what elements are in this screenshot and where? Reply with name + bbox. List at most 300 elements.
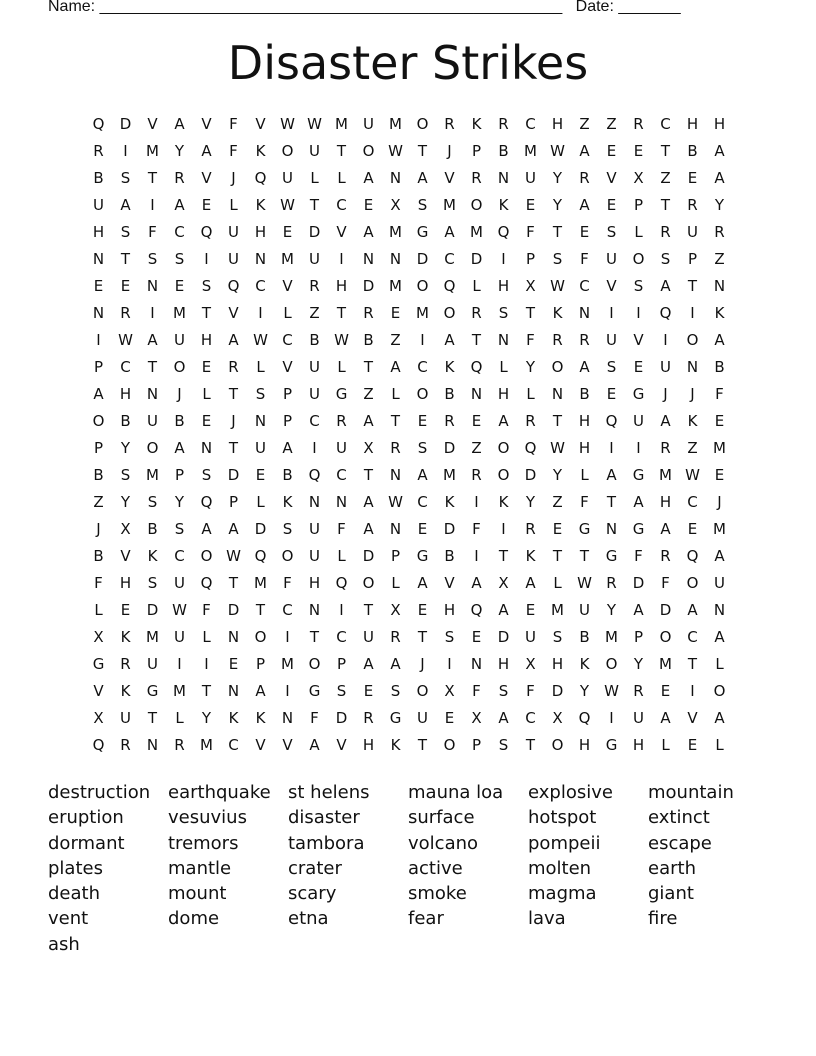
grid-letter: A — [363, 412, 374, 430]
grid-letter: K — [255, 142, 266, 160]
grid-letter: C — [444, 250, 455, 268]
grid-letter: M — [389, 277, 402, 295]
grid-letter: L — [391, 385, 400, 403]
grid-letter: N — [389, 169, 402, 187]
word-list — [48, 780, 768, 957]
grid-letter: G — [416, 547, 429, 565]
grid-letter: J — [231, 169, 236, 187]
grid-letter: H — [362, 736, 375, 754]
grid-letter: G — [605, 547, 618, 565]
grid-letter: T — [687, 655, 698, 673]
date-label: Date: — [575, 0, 614, 15]
grid-letter: E — [228, 655, 239, 673]
grid-letter: Q — [578, 709, 591, 727]
grid-letter: A — [687, 601, 698, 619]
grid-letter: U — [633, 709, 644, 727]
grid-letter: T — [498, 547, 509, 565]
grid-letter: A — [714, 628, 725, 646]
grid-letter: W — [172, 601, 187, 619]
grid-letter: M — [443, 196, 456, 214]
grid-letter: N — [281, 709, 294, 727]
grid-letter: E — [120, 601, 131, 619]
grid-letter: I — [312, 439, 317, 457]
grid-letter: M — [389, 115, 402, 133]
grid-letter: V — [606, 277, 617, 295]
grid-row — [85, 732, 733, 759]
grid-letter: A — [714, 142, 725, 160]
grid-letter: Y — [552, 466, 563, 484]
grid-letter: A — [714, 547, 725, 565]
grid-letter: E — [417, 601, 428, 619]
grid-letter: E — [282, 223, 293, 241]
grid-letter: U — [525, 628, 536, 646]
grid-letter: U — [309, 547, 320, 565]
grid-letter: T — [309, 196, 320, 214]
grid-letter: C — [282, 331, 293, 349]
grid-letter: N — [227, 628, 240, 646]
grid-letter: H — [578, 439, 591, 457]
grid-letter: N — [470, 385, 483, 403]
grid-letter: V — [93, 682, 104, 700]
grid-letter: P — [336, 655, 347, 673]
grid-letter: L — [661, 736, 670, 754]
grid-letter: A — [309, 736, 320, 754]
grid-letter: R — [174, 736, 185, 754]
grid-letter: M — [470, 223, 483, 241]
grid-letter: O — [713, 682, 726, 700]
grid-letter: T — [660, 142, 671, 160]
grid-letter: Q — [470, 358, 483, 376]
grid-letter: T — [228, 439, 239, 457]
grid-letter: O — [416, 385, 429, 403]
grid-letter: L — [256, 358, 265, 376]
grid-letter: W — [550, 439, 565, 457]
grid-letter: F — [337, 520, 346, 538]
grid-letter: Q — [92, 115, 105, 133]
grid-letter: B — [444, 385, 455, 403]
grid-letter: I — [690, 682, 695, 700]
grid-letter: X — [93, 709, 104, 727]
grid-letter: A — [228, 331, 239, 349]
grid-letter: K — [579, 655, 590, 673]
grid-letter: V — [633, 331, 644, 349]
word-list-item: giant — [648, 883, 694, 905]
grid-letter: G — [578, 520, 591, 538]
grid-letter: Y — [552, 169, 563, 187]
grid-letter: T — [255, 601, 266, 619]
grid-letter: N — [254, 412, 267, 430]
grid-letter: O — [443, 304, 456, 322]
word-list-item: mauna loa — [408, 782, 504, 803]
grid-letter: R — [228, 358, 239, 376]
grid-letter: S — [336, 682, 347, 700]
grid-letter: K — [498, 196, 509, 214]
grid-letter: G — [308, 682, 321, 700]
grid-letter: T — [417, 736, 428, 754]
grid-letter: A — [660, 520, 671, 538]
grid-letter: A — [255, 682, 266, 700]
grid-letter: I — [204, 250, 209, 268]
grid-letter: A — [579, 142, 590, 160]
grid-letter: C — [309, 412, 320, 430]
grid-letter: A — [363, 655, 374, 673]
word-list-item: crater — [288, 857, 342, 879]
grid-letter: W — [388, 142, 403, 160]
grid-letter: R — [579, 331, 590, 349]
grid-letter: R — [660, 547, 671, 565]
grid-letter: D — [470, 250, 483, 268]
word-list-item: vesuvius — [168, 807, 247, 829]
grid-letter: O — [173, 358, 186, 376]
grid-letter: Y — [633, 655, 644, 673]
grid-letter: U — [309, 142, 320, 160]
grid-letter: V — [687, 709, 698, 727]
grid-letter: N — [497, 331, 510, 349]
grid-letter: S — [444, 628, 455, 646]
grid-letter: L — [310, 169, 319, 187]
grid-letter: Q — [605, 412, 618, 430]
grid-letter: W — [388, 493, 403, 511]
word-list-item: death — [48, 883, 100, 905]
word-list-item: active — [408, 857, 463, 879]
word-list-item: surface — [408, 807, 475, 829]
grid-letter: R — [444, 412, 455, 430]
grid-letter: A — [174, 439, 185, 457]
page-title: Disaster Strikes — [227, 36, 589, 90]
grid-letter: C — [228, 736, 239, 754]
grid-letter: T — [363, 358, 374, 376]
grid-letter: M — [281, 250, 294, 268]
grid-letter: O — [92, 412, 105, 430]
grid-row — [85, 219, 733, 246]
grid-letter: S — [120, 169, 131, 187]
grid-letter: M — [335, 115, 348, 133]
grid-letter: T — [471, 331, 482, 349]
grid-letter: E — [525, 196, 536, 214]
grid-letter: H — [92, 223, 105, 241]
grid-letter: J — [177, 385, 182, 403]
grid-letter: X — [525, 277, 536, 295]
word-list-item: escape — [648, 832, 712, 854]
grid-letter: F — [310, 709, 319, 727]
word-list-item: mantle — [168, 857, 232, 879]
grid-letter: D — [632, 574, 645, 592]
grid-letter: L — [337, 358, 346, 376]
grid-letter: O — [605, 655, 618, 673]
grid-letter: L — [526, 385, 535, 403]
grid-letter: K — [390, 736, 401, 754]
grid-letter: P — [687, 250, 698, 268]
grid-letter: C — [255, 277, 266, 295]
grid-letter: O — [146, 439, 159, 457]
grid-letter: A — [201, 142, 212, 160]
grid-letter: H — [497, 277, 510, 295]
grid-letter: K — [444, 358, 455, 376]
grid-letter: T — [552, 412, 563, 430]
grid-letter: K — [498, 493, 509, 511]
grid-letter: I — [609, 709, 614, 727]
grid-letter: F — [472, 520, 481, 538]
grid-letter: A — [120, 196, 131, 214]
grid-letter: R — [498, 115, 509, 133]
grid-letter: C — [525, 709, 536, 727]
grid-letter: Q — [254, 169, 267, 187]
grid-letter: P — [93, 358, 104, 376]
grid-letter: M — [524, 142, 537, 160]
grid-letter: L — [715, 655, 724, 673]
word-list-item: plates — [48, 857, 103, 879]
grid-letter: X — [120, 520, 131, 538]
grid-letter: X — [498, 574, 509, 592]
grid-letter: K — [120, 682, 131, 700]
grid-letter: K — [444, 493, 455, 511]
grid-letter: Q — [335, 574, 348, 592]
grid-letter: O — [281, 547, 294, 565]
grid-letter: G — [416, 223, 429, 241]
grid-letter: H — [686, 115, 699, 133]
word-list-item: disaster — [288, 807, 360, 829]
grid-letter: L — [175, 709, 184, 727]
word-list-item: molten — [528, 857, 592, 879]
grid-letter: S — [282, 520, 293, 538]
grid-letter: P — [93, 439, 104, 457]
grid-letter: R — [471, 304, 482, 322]
grid-letter: W — [550, 142, 565, 160]
name-label: Name: — [48, 0, 96, 15]
grid-letter: L — [391, 574, 400, 592]
grid-letter: X — [444, 682, 455, 700]
grid-letter: R — [363, 709, 374, 727]
grid-letter: U — [255, 439, 266, 457]
grid-letter: E — [579, 223, 590, 241]
grid-row — [85, 678, 733, 705]
grid-letter: S — [174, 520, 185, 538]
word-list-item: ash — [48, 933, 80, 955]
grid-letter: V — [336, 736, 347, 754]
grid-letter: U — [633, 412, 644, 430]
grid-letter: Y — [714, 196, 725, 214]
grid-row — [85, 408, 733, 435]
word-list-item: lava — [528, 908, 566, 930]
grid-letter: U — [606, 250, 617, 268]
grid-letter: T — [201, 304, 212, 322]
grid-letter: N — [362, 250, 375, 268]
grid-letter: N — [389, 466, 402, 484]
grid-letter: T — [228, 385, 239, 403]
grid-letter: I — [609, 304, 614, 322]
grid-letter: C — [174, 547, 185, 565]
grid-letter: I — [204, 655, 209, 673]
grid-letter: A — [201, 520, 212, 538]
grid-letter: W — [280, 115, 295, 133]
grid-letter: A — [606, 466, 617, 484]
grid-letter: V — [201, 169, 212, 187]
grid-letter: W — [253, 331, 268, 349]
grid-letter: O — [551, 736, 564, 754]
grid-letter: A — [174, 196, 185, 214]
grid-letter: O — [362, 142, 375, 160]
grid-letter: Q — [443, 277, 456, 295]
grid-letter: U — [174, 331, 185, 349]
grid-letter: J — [690, 385, 695, 403]
grid-letter: U — [93, 196, 104, 214]
grid-letter: G — [335, 385, 348, 403]
grid-letter: H — [497, 385, 510, 403]
grid-letter: A — [579, 358, 590, 376]
grid-letter: Y — [525, 358, 536, 376]
grid-letter: A — [417, 574, 428, 592]
grid-letter: Z — [363, 385, 374, 403]
grid-letter: J — [717, 493, 722, 511]
grid-letter: O — [281, 142, 294, 160]
grid-letter: A — [633, 601, 644, 619]
grid-letter: B — [309, 331, 320, 349]
grid-letter: G — [632, 520, 645, 538]
grid-letter: I — [501, 250, 506, 268]
grid-letter: H — [119, 385, 132, 403]
grid-letter: C — [282, 601, 293, 619]
grid-letter: A — [444, 223, 455, 241]
grid-letter: F — [472, 682, 481, 700]
grid-letter: Q — [524, 439, 537, 457]
grid-letter: A — [363, 223, 374, 241]
grid-letter: B — [120, 412, 131, 430]
grid-letter: P — [228, 493, 239, 511]
grid-letter: P — [633, 628, 644, 646]
word-list-item: fire — [648, 908, 678, 930]
grid-letter: F — [526, 682, 535, 700]
grid-letter: R — [390, 628, 401, 646]
grid-letter: H — [119, 574, 132, 592]
grid-letter: I — [420, 331, 425, 349]
grid-letter: L — [337, 547, 346, 565]
grid-letter: H — [497, 655, 510, 673]
grid-letter: O — [443, 736, 456, 754]
grid-letter: B — [174, 412, 185, 430]
word-list-item: extinct — [648, 807, 710, 829]
grid-letter: S — [498, 682, 509, 700]
grid-letter: U — [309, 385, 320, 403]
grid-letter: B — [93, 466, 104, 484]
grid-letter: I — [663, 331, 668, 349]
grid-letter: G — [632, 385, 645, 403]
grid-letter: W — [226, 547, 241, 565]
grid-letter: A — [444, 331, 455, 349]
grid-letter: A — [363, 169, 374, 187]
grid-letter: E — [201, 358, 212, 376]
grid-letter: P — [390, 547, 401, 565]
grid-letter: D — [362, 277, 375, 295]
grid-letter: Z — [606, 115, 617, 133]
grid-letter: D — [227, 601, 240, 619]
grid-letter: Q — [92, 736, 105, 754]
grid-letter: G — [92, 655, 105, 673]
grid-letter: E — [201, 196, 212, 214]
grid-letter: H — [443, 601, 456, 619]
grid-letter: S — [498, 304, 509, 322]
grid-letter: O — [362, 574, 375, 592]
grid-letter: N — [713, 601, 726, 619]
grid-letter: N — [389, 250, 402, 268]
date-field[interactable]: _______ — [618, 0, 681, 15]
grid-letter: I — [447, 655, 452, 673]
grid-letter: M — [146, 628, 159, 646]
grid-letter: R — [444, 115, 455, 133]
grid-row — [85, 165, 733, 192]
grid-letter: L — [580, 466, 589, 484]
grid-letter: U — [336, 439, 347, 457]
grid-row — [85, 624, 733, 651]
grid-letter: E — [363, 196, 374, 214]
grid-letter: R — [633, 115, 644, 133]
word-list-item: scary — [288, 883, 337, 905]
grid-letter: Q — [254, 547, 267, 565]
grid-letter: R — [633, 682, 644, 700]
word-list-item: tremors — [168, 832, 239, 854]
grid-letter: H — [551, 115, 564, 133]
grid-letter: N — [92, 250, 105, 268]
grid-letter: E — [471, 628, 482, 646]
grid-letter: R — [363, 304, 374, 322]
grid-letter: D — [443, 520, 456, 538]
grid-letter: O — [416, 682, 429, 700]
grid-letter: W — [577, 574, 592, 592]
grid-letter: I — [339, 250, 344, 268]
grid-letter: T — [417, 628, 428, 646]
grid-letter: R — [120, 736, 131, 754]
grid-letter: C — [120, 358, 131, 376]
grid-row — [85, 300, 733, 327]
grid-letter: C — [525, 115, 536, 133]
grid-letter: R — [93, 142, 104, 160]
word-list-item: tambora — [288, 832, 365, 854]
grid-letter: D — [362, 547, 375, 565]
grid-letter: S — [120, 466, 131, 484]
grid-letter: A — [633, 493, 644, 511]
grid-letter: S — [606, 358, 617, 376]
grid-letter: W — [118, 331, 133, 349]
grid-letter: Q — [200, 223, 213, 241]
grid-letter: V — [120, 547, 131, 565]
grid-letter: T — [147, 358, 158, 376]
grid-letter: U — [525, 169, 536, 187]
grid-letter: X — [390, 601, 401, 619]
grid-letter: H — [335, 277, 348, 295]
grid-letter: Q — [659, 304, 672, 322]
grid-letter: S — [147, 250, 158, 268]
grid-letter: C — [579, 277, 590, 295]
grid-letter: O — [551, 358, 564, 376]
grid-letter: U — [228, 250, 239, 268]
grid-letter: U — [714, 574, 725, 592]
grid-row — [85, 705, 733, 732]
grid-letter: Y — [120, 493, 131, 511]
grid-letter: M — [713, 439, 726, 457]
grid-letter: V — [255, 115, 266, 133]
grid-letter: T — [309, 628, 320, 646]
name-field[interactable]: ____________________________________________________ — [99, 0, 563, 15]
grid-letter: A — [714, 169, 725, 187]
grid-letter: M — [173, 682, 186, 700]
grid-letter: Z — [309, 304, 320, 322]
grid-letter: U — [309, 250, 320, 268]
grid-letter: M — [713, 520, 726, 538]
grid-letter: R — [525, 412, 536, 430]
grid-letter: A — [498, 412, 509, 430]
grid-letter: T — [687, 277, 698, 295]
grid-letter: M — [146, 466, 159, 484]
grid-letter: H — [578, 412, 591, 430]
